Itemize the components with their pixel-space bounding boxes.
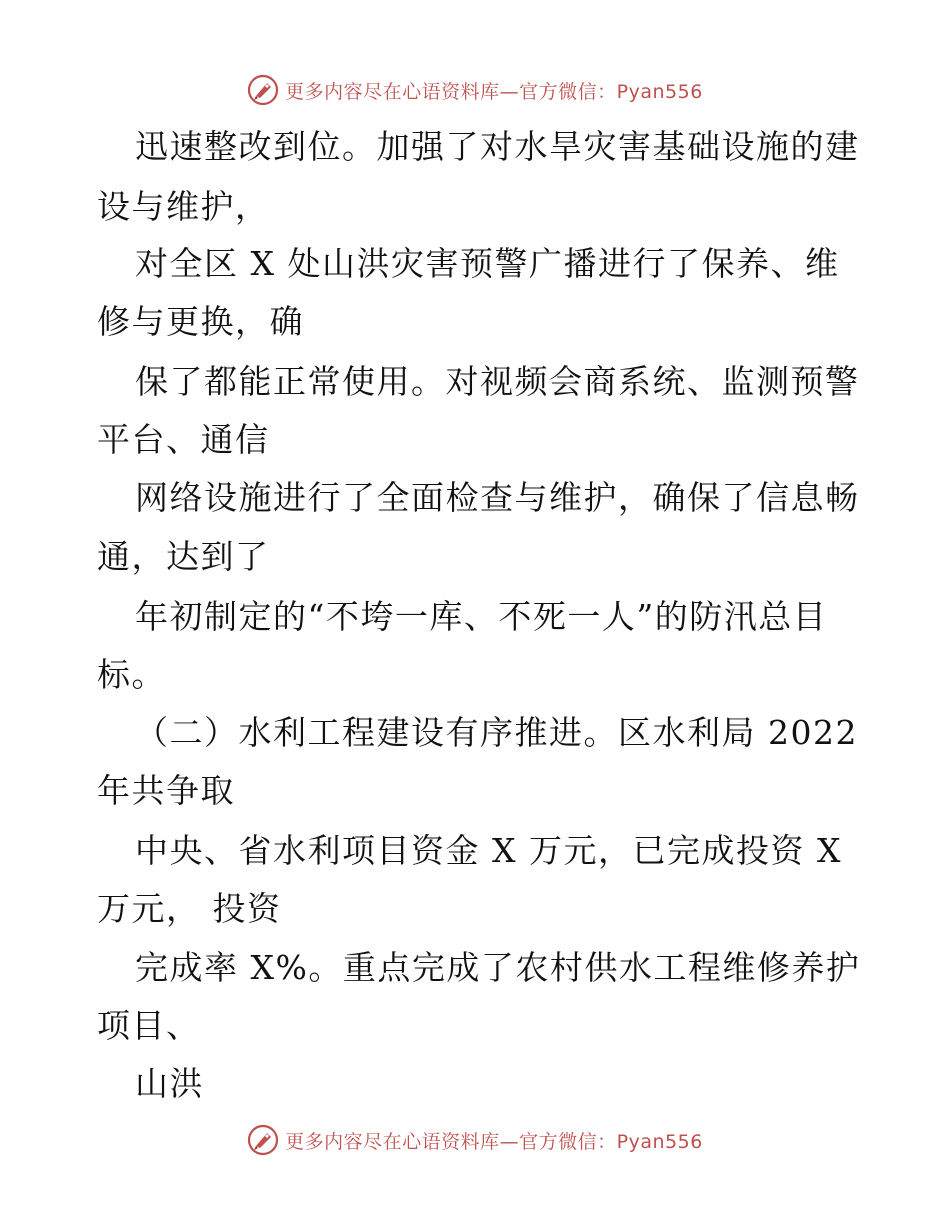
- footer-banner: [0, 1120, 950, 1160]
- body-line: 山洪: [135, 1064, 204, 1103]
- body-line: 完成率 X%。重点完成了农村供水工程维修养护: [135, 948, 861, 987]
- header-banner: [0, 70, 950, 110]
- body-line: 标。: [97, 655, 166, 694]
- body-line: 修与更换，确: [97, 302, 304, 341]
- body-line: 年初制定的“不垮一库、不死一人”的防汛总目: [135, 597, 828, 636]
- body-line: 对全区 X 处山洪灾害预警广播进行了保养、维: [135, 244, 840, 283]
- banner-text: 更多内容尽在心语资料库—官方微信：Pyan556: [285, 80, 703, 103]
- body-line: 平台、通信: [97, 420, 270, 459]
- body-line: 网络设施进行了全面检查与维护，确保了信息畅: [135, 478, 860, 517]
- body-line: （二）水利工程建设有序推进。区水利局 2022: [135, 713, 858, 752]
- body-line: 万元， 投资: [97, 889, 282, 928]
- body-line: 年共争取: [97, 771, 235, 810]
- body-line: 中央、省水利项目资金 X 万元，已完成投资 X: [135, 831, 842, 870]
- body-line: 迅速整改到位。加强了对水旱灾害基础设施的建: [135, 127, 860, 166]
- body-line: 通，达到了: [97, 537, 270, 576]
- body-line: 设与维护，: [97, 187, 270, 226]
- pen-nib-logo-icon: [247, 1124, 279, 1156]
- body-line: 项目、: [97, 1006, 201, 1045]
- pen-nib-logo-icon: [247, 74, 279, 106]
- body-line: 保了都能正常使用。对视频会商系统、监测预警: [135, 362, 860, 401]
- banner-text: 更多内容尽在心语资料库—官方微信：Pyan556: [285, 1130, 703, 1153]
